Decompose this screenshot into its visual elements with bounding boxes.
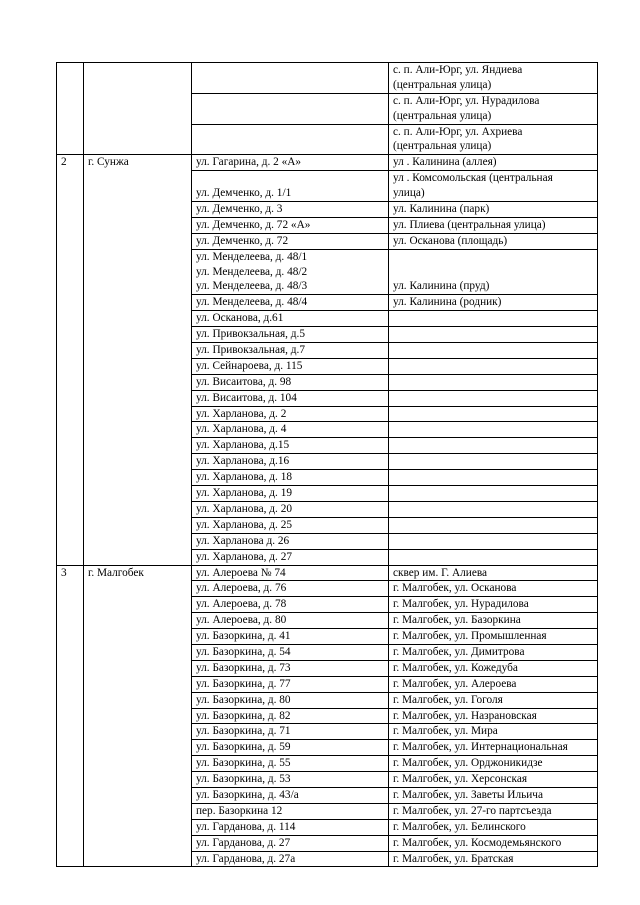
address-cell [192,343,389,359]
address-text: ул. Базоркина, д. 43/а [196,788,299,801]
location-text: г. Малгобек, ул. Космодемьянского [393,836,562,849]
address-cell [192,692,389,708]
address-text: ул. Базоркина, д. 73 [196,661,291,674]
location-cell [389,374,598,390]
address-cell [192,549,389,565]
address-text [196,94,384,109]
location-text: г. Малгобек, ул. Орджоникидзе [393,757,543,770]
location-text [393,422,593,437]
address-text: ул. Гарданова, д. 27 [196,836,291,849]
location-cell [389,454,598,470]
address-cell [192,740,389,756]
location-text: с. п. Али-Юрг, ул. Яндиева [393,64,523,76]
location-text: (центральная улица) [393,140,492,153]
location-text: г. Малгобек, ул. Интернациональная [393,741,568,754]
location-text: г. Малгобек, ул. Промышленная [393,630,547,643]
address-text: ул. Базоркина, д. 82 [196,709,291,722]
location-text [393,550,593,565]
address-cell [192,644,389,660]
address-text: ул. Харланова д. 26 [196,534,290,547]
address-cell [192,93,389,124]
address-cell [192,124,389,155]
address-cell [192,422,389,438]
address-text: ул. Харланова, д.15 [196,439,290,452]
address-cell [192,327,389,343]
address-text: ул. Базоркина, д. 59 [196,741,291,754]
address-text: ул. Привокзальная, д.5 [196,328,306,341]
address-text: ул. Демченко, д. 1/1 [196,187,292,200]
address-text [196,139,384,154]
address-cell [192,501,389,517]
address-text: ул. Харланова, д. 2 [196,407,287,420]
address-text: ул. Осканова, д.61 [196,312,284,325]
location-cell [389,644,598,660]
location-text: ул. Калинина (пруд) [393,280,490,293]
address-cell [192,533,389,549]
location-cell [389,406,598,422]
location-cell [389,517,598,533]
address-cell [192,597,389,613]
location-text [393,327,593,342]
address-cell [192,390,389,406]
address-text: ул. Гарданова, д. 27а [196,852,296,865]
location-cell [389,851,598,867]
address-text: ул. Менделеева, д. 48/2 [196,265,308,278]
location-cell [389,343,598,359]
row-number [57,63,84,155]
location-cell [389,724,598,740]
location-cell [389,171,598,202]
location-text: ул. Осканова (площадь) [393,234,508,247]
address-text: ул. Алероева, д. 76 [196,582,287,595]
address-cell [192,851,389,867]
address-text: ул. Гагарина, д. 2 «А» [196,156,302,169]
address-cell [192,756,389,772]
location-cell [389,124,598,155]
table-row [57,565,598,581]
address-text: ул. Демченко, д. 72 [196,234,289,247]
location-cell [389,155,598,171]
location-text: г. Малгобек, ул. Белинского [393,820,526,833]
location-cell [389,202,598,218]
address-text: ул. Менделеева, д. 48/4 [196,296,308,309]
address-cell [192,819,389,835]
address-cell [192,374,389,390]
address-cell [192,613,389,629]
address-text: ул. Висаитова, д. 98 [196,375,292,388]
address-cell [192,470,389,486]
address-text: ул. Харланова, д. 27 [196,550,292,563]
location-text [393,359,593,374]
location-text: г. Малгобек, ул. Мира [393,725,498,738]
location-text [393,265,593,280]
location-cell [389,676,598,692]
location-text: ул. Калинина (родник) [393,296,502,309]
location-cell [389,835,598,851]
address-cell [192,155,389,171]
location-text: г. Малгобек, ул. Братская [393,852,514,865]
address-text [196,171,384,186]
address-text: ул. Алероева № 74 [196,566,286,579]
address-cell [192,708,389,724]
address-cell [192,629,389,645]
location-text: с. п. Али-Юрг, ул. Ахриева [393,125,523,138]
address-text: ул. Менделеева, д. 48/1 [196,250,308,263]
location-text: (центральная улица) [393,109,492,122]
address-text: ул. Привокзальная, д.7 [196,344,306,357]
location-text: г. Малгобек, ул. Нурадилова [393,598,529,611]
address-cell [192,660,389,676]
location-text: г. Малгобек, ул. Базоркина [393,614,521,627]
location-text: ул. Плиева (центральная улица) [393,218,546,231]
address-cell [192,581,389,597]
location-text: г. Малгобек, ул. Димитрова [393,645,525,658]
location-text [393,454,593,469]
address-text: ул. Базоркина, д. 77 [196,677,291,690]
location-text: г. Малгобек, ул. Гоголя [393,693,503,706]
location-text: г. Малгобек, ул. Осканова [393,582,517,595]
address-text: ул. Алероева, д. 78 [196,598,287,611]
address-cell [192,406,389,422]
address-cell [192,486,389,502]
address-cell [192,438,389,454]
location-cell [389,486,598,502]
address-cell [192,454,389,470]
address-text: ул. Базоркина, д. 55 [196,757,291,770]
location-cell [389,692,598,708]
address-cell [192,676,389,692]
address-text: ул. Харланова, д. 19 [196,487,292,500]
location-cell [389,438,598,454]
address-text: пер. Базоркина 12 [196,804,283,817]
location-text: (центральная улица) [393,78,492,91]
location-cell [389,422,598,438]
location-text [393,311,593,326]
address-cell [192,787,389,803]
location-cell [389,217,598,233]
location-text: с. п. Али-Юрг, ул. Нурадилова [393,94,540,107]
location-text [393,375,593,390]
address-text: ул. Харланова, д. 18 [196,471,292,484]
location-cell [389,803,598,819]
location-cell [389,613,598,629]
address-text: ул. Харланова, д. 4 [196,423,287,436]
locations-table [56,62,598,867]
location-cell [389,660,598,676]
location-text: г. Малгобек, ул. Заветы Ильича [393,788,543,801]
location-text [393,391,593,406]
location-cell [389,708,598,724]
address-text [196,63,384,78]
location-cell [389,390,598,406]
location-text: улица) [393,187,425,200]
location-text: г. Малгобек, ул. Кожедуба [393,661,518,674]
address-text: ул. Висаитова, д. 104 [196,391,297,404]
address-text [196,125,384,140]
location-text: г. Малгобек, ул. Назрановская [393,709,537,722]
location-text [393,486,593,501]
location-cell [389,295,598,311]
address-text: ул. Менделеева, д. 48/3 [196,280,308,293]
address-text: ул. Сейнароева, д. 115 [196,359,303,372]
location-text: ул . Калинина (аллея) [393,156,497,169]
address-cell [192,803,389,819]
location-cell [389,740,598,756]
address-text: ул. Демченко, д. 72 «А» [196,218,311,231]
location-text [393,407,593,422]
address-text: ул. Базоркина, д. 53 [196,773,291,786]
location-text: сквер им. Г. Алиева [393,566,488,579]
address-text: ул. Харланова, д.16 [196,455,290,468]
city-name: г. Сунжа [84,155,192,565]
location-text [393,502,593,517]
location-cell [389,233,598,249]
address-cell [192,724,389,740]
address-cell [192,295,389,311]
location-cell [389,470,598,486]
table-row [57,155,598,171]
location-text [393,470,593,485]
location-text [393,343,593,358]
address-text: ул. Базоркина, д. 80 [196,693,291,706]
location-text [393,250,593,265]
address-cell [192,217,389,233]
location-cell [389,787,598,803]
location-text: ул. Калинина (парк) [393,203,490,216]
address-cell [192,249,389,295]
location-text: г. Малгобек, ул. Алероева [393,677,517,690]
location-cell [389,819,598,835]
address-text [196,78,384,93]
address-text: ул. Базоркина, д. 54 [196,645,291,658]
address-text: ул. Харланова, д. 20 [196,502,292,515]
location-text [393,518,593,533]
location-cell [389,629,598,645]
location-cell [389,533,598,549]
address-cell [192,233,389,249]
locations-table-body [57,63,598,867]
location-text: г. Малгобек, ул. Херсонская [393,773,528,786]
location-text [393,534,593,549]
city-name [84,63,192,155]
location-cell [389,756,598,772]
address-cell [192,311,389,327]
address-cell [192,358,389,374]
address-text: ул. Алероева, д. 80 [196,614,287,627]
location-cell [389,358,598,374]
location-text: г. Малгобек, ул. 27-го партсъезда [393,804,552,817]
location-cell [389,597,598,613]
location-cell [389,772,598,788]
address-cell [192,202,389,218]
location-cell [389,549,598,565]
address-cell [192,63,389,94]
address-text: ул. Базоркина, д. 71 [196,725,291,738]
address-cell [192,835,389,851]
table-row [57,63,598,94]
city-name: г. Малгобек [84,565,192,867]
location-cell [389,93,598,124]
address-cell [192,772,389,788]
row-number: 3 [57,565,84,867]
location-cell [389,565,598,581]
address-cell [192,171,389,202]
location-text [393,438,593,453]
address-text: ул. Базоркина, д. 41 [196,630,291,643]
address-text: ул. Гарданова, д. 114 [196,820,296,833]
location-cell [389,581,598,597]
location-cell [389,63,598,94]
row-number: 2 [57,155,84,565]
address-cell [192,517,389,533]
location-cell [389,311,598,327]
address-text [196,109,384,124]
location-text: ул . Комсомольская (центральная [393,172,553,185]
location-cell [389,501,598,517]
address-cell [192,565,389,581]
location-cell [389,249,598,295]
address-text: ул. Харланова, д. 25 [196,518,292,531]
address-text: ул. Демченко, д. 3 [196,203,283,216]
location-cell [389,327,598,343]
